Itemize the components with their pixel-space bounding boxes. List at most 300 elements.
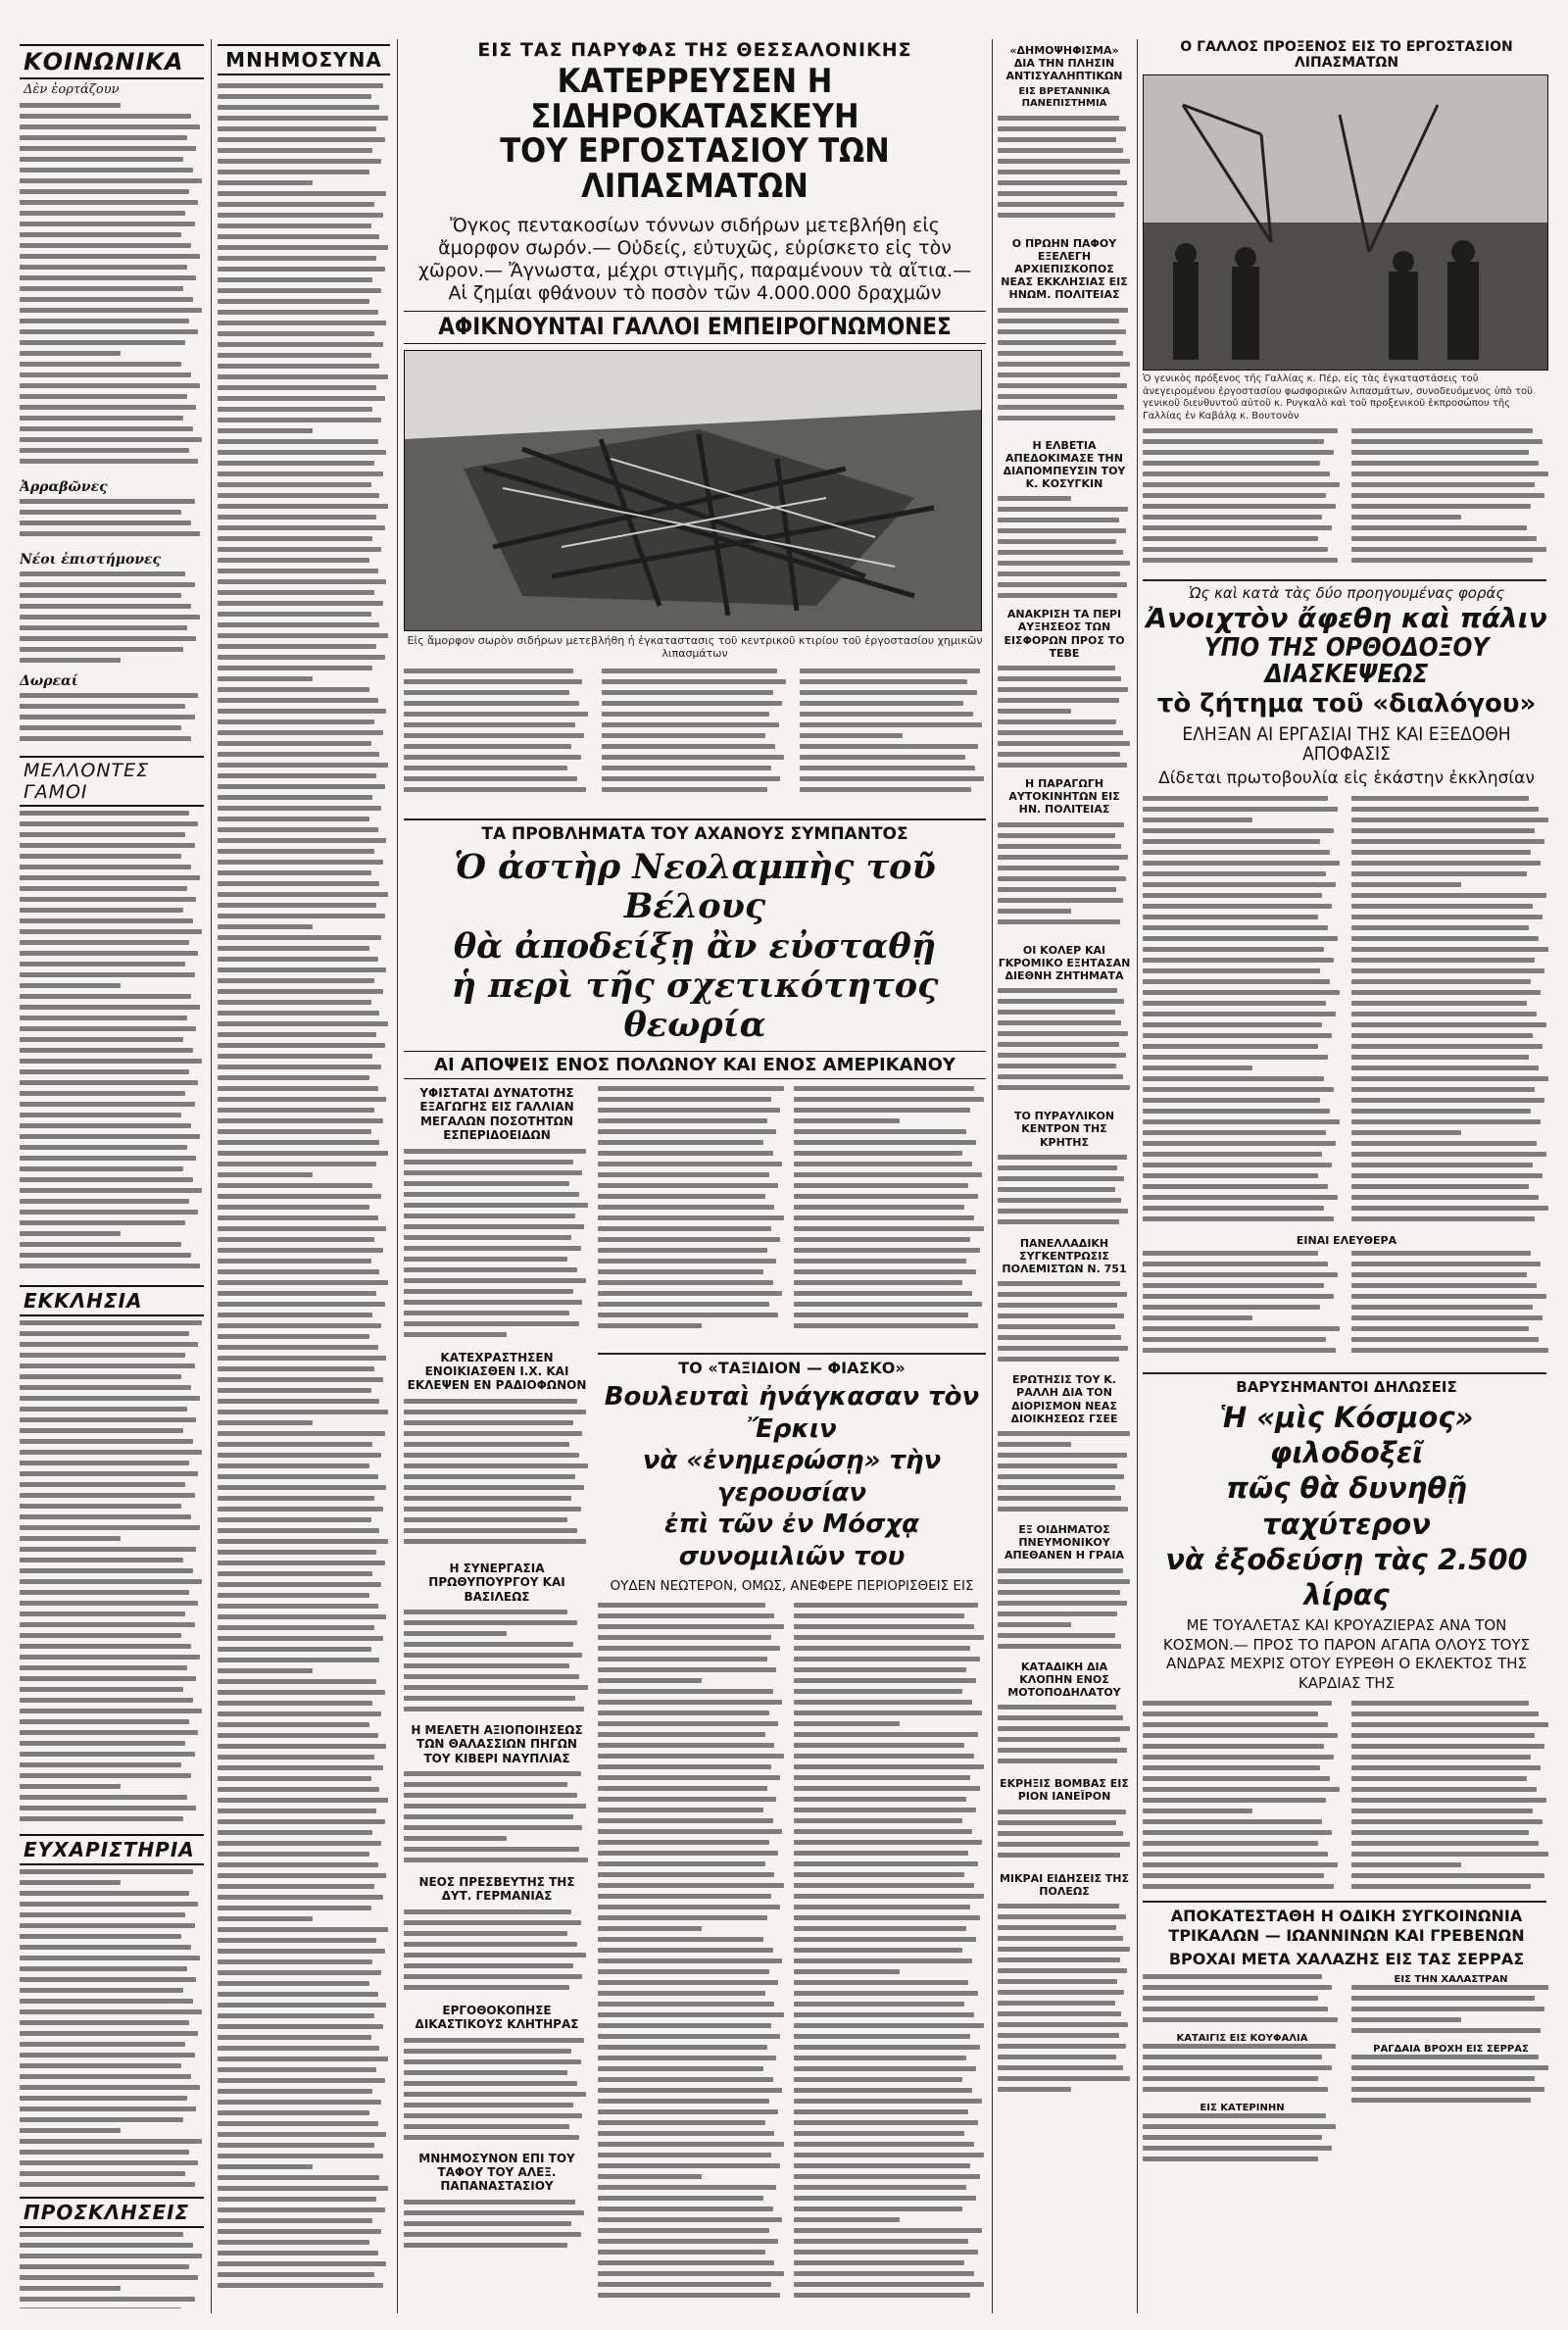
text-line <box>20 426 193 431</box>
text-line <box>598 2066 763 2071</box>
text-line <box>404 1453 579 1458</box>
text-line <box>404 1485 584 1490</box>
social-section-title: ΚΟΙΝΩΝΙΚΑ <box>20 44 204 79</box>
text-line <box>794 1162 972 1166</box>
text-line <box>598 1194 765 1199</box>
text-line <box>1351 482 1535 487</box>
text-line <box>20 1880 121 1885</box>
text-line <box>20 1988 183 1993</box>
text-line <box>218 827 378 832</box>
text-line <box>20 658 121 663</box>
text-line <box>218 1658 379 1662</box>
text-line <box>1351 525 1527 530</box>
text-line <box>602 722 779 727</box>
text-line <box>218 1690 385 1695</box>
hail-head-3: ΕΙΣ ΤΗΝ ΧΑΛΑΣΤΡΑΝ <box>1394 1974 1508 1986</box>
text-line <box>20 1417 196 1422</box>
text-line <box>218 1377 383 1382</box>
center-head-3: Η ΣΥΝΕΡΓΑΣΙΑ ΠΡΩΘΥΠΟΥΡΓΟΥ ΚΑΙ ΒΑΣΙΛΕΩΣ <box>428 1561 565 1604</box>
moto-title: ΚΑΤΑΔΙΚΗ ΔΙΑ ΚΛΟΠΗΝ ΕΝΟΣ ΜΟΤΟΠΟΔΗΛΑΤΟΥ <box>1007 1660 1121 1699</box>
text-line <box>1143 1173 1318 1178</box>
text-line <box>20 275 196 280</box>
text-line <box>20 832 185 837</box>
text-line <box>1143 1776 1330 1781</box>
text-line <box>20 297 193 302</box>
text-line <box>20 951 198 956</box>
text-line <box>998 1496 1121 1501</box>
text-line <box>1143 893 1322 898</box>
text-line <box>218 1021 388 1026</box>
text-line <box>998 1936 1123 1941</box>
text-line <box>1351 536 1537 541</box>
text-line <box>794 1302 982 1307</box>
text-line <box>218 2240 369 2245</box>
text-line <box>20 1188 202 1193</box>
text-line <box>218 2261 386 2266</box>
text-line <box>998 1809 1126 1814</box>
text-line <box>404 1267 577 1272</box>
text-line <box>1143 1819 1322 1824</box>
text-line <box>218 1205 369 1210</box>
text-line <box>794 2153 984 2157</box>
text-line <box>1351 1098 1544 1103</box>
text-line <box>218 558 369 563</box>
text-line <box>1143 558 1338 563</box>
text-line <box>404 2221 571 2226</box>
text-line <box>598 1172 769 1177</box>
text-line <box>998 687 1128 692</box>
text-line <box>1143 2113 1326 2118</box>
text-line <box>800 733 903 738</box>
text-line <box>1351 2028 1541 2033</box>
text-line <box>998 2001 1115 2006</box>
text-line <box>20 1752 195 1757</box>
text-line <box>800 755 965 760</box>
text-line <box>218 1862 378 1867</box>
text-line <box>794 1851 968 1856</box>
text-line <box>1143 796 1328 801</box>
text-line <box>998 2022 1128 2027</box>
memorials-title: ΜΝΗΜΟΣΥΝΑ <box>218 44 390 75</box>
text-line <box>794 1861 978 1866</box>
text-line <box>218 1194 381 1199</box>
text-line <box>1351 1109 1531 1114</box>
text-line <box>998 550 1123 555</box>
text-line <box>1143 1841 1318 1846</box>
roads-body <box>1143 1974 1550 2258</box>
text-line <box>1143 1033 1332 1038</box>
text-line <box>598 1624 784 1629</box>
text-line <box>20 1374 181 1379</box>
text-line <box>794 1743 964 1748</box>
text-line <box>218 1366 374 1371</box>
universe-subhead: ΑΙ ΑΠΟΨΕΙΣ ΕΝΟΣ ΠΟΛΩΝΟΥ ΚΑΙ ΕΝΟΣ ΑΜΕΡΙΚΑΝΟΥ <box>404 1051 986 1079</box>
text-line <box>800 787 971 792</box>
text-line <box>1351 947 1548 952</box>
text-line <box>1143 990 1340 995</box>
text-line <box>1351 428 1533 433</box>
text-line <box>794 1969 900 1974</box>
text-line <box>218 1895 383 1900</box>
text-line <box>598 1861 765 1866</box>
text-line <box>218 1474 378 1479</box>
text-line <box>794 1926 966 1931</box>
text-line <box>404 1985 569 1990</box>
text-line <box>404 744 571 749</box>
text-line <box>1143 1294 1334 1299</box>
erkin-body-2 <box>794 1603 986 2308</box>
engagements-title: Ἀρραβῶνες <box>20 479 108 495</box>
text-line <box>602 690 773 695</box>
text-line <box>20 1048 193 1053</box>
text-line <box>998 1187 1115 1192</box>
text-line <box>404 679 582 684</box>
text-line <box>1351 1809 1533 1813</box>
text-line <box>404 1696 575 1701</box>
text-line <box>218 967 386 972</box>
text-line <box>404 755 581 760</box>
text-line <box>794 1259 966 1264</box>
text-line <box>20 1568 193 1573</box>
text-line <box>794 1710 982 1715</box>
text-line <box>20 1439 193 1444</box>
text-line <box>404 1321 579 1326</box>
gifts-title: Δωρεαί <box>20 673 78 689</box>
text-line <box>218 1507 383 1512</box>
text-line <box>20 1461 189 1465</box>
text-line <box>1351 1152 1546 1157</box>
text-line <box>218 2164 313 2169</box>
text-line <box>998 126 1126 131</box>
text-line <box>998 844 1121 849</box>
text-line <box>598 1883 784 1888</box>
text-line <box>794 1151 962 1156</box>
text-line <box>598 1657 767 1661</box>
text-line <box>794 2217 900 2222</box>
text-line <box>794 1754 974 1759</box>
text-line <box>218 698 378 703</box>
text-line <box>598 2153 771 2157</box>
text-line <box>1143 2135 1322 2140</box>
text-line <box>998 1357 1119 1362</box>
text-line <box>998 1485 1115 1490</box>
text-line <box>20 2243 193 2248</box>
text-line <box>20 1687 183 1692</box>
text-line <box>794 1948 962 1953</box>
text-line <box>1143 1305 1320 1310</box>
text-line <box>794 1226 984 1231</box>
text-line <box>218 525 385 530</box>
text-line <box>998 1715 1123 1720</box>
decree-title: «ΔΗΜΟΨΗΦΙΣΜΑ» ΔΙΑ ΤΗΝ ΠΛΗΣΙΝ ΑΝΤΙΣΥΑΛΗΠΤΙΚΩΝ <box>1005 44 1123 83</box>
text-line <box>1143 536 1318 541</box>
text-line <box>1143 1163 1332 1167</box>
text-line <box>1143 493 1326 498</box>
text-line <box>794 2185 966 2190</box>
text-line <box>1351 439 1543 444</box>
text-line <box>218 213 383 218</box>
text-line <box>998 394 1117 399</box>
text-line <box>998 1010 1115 1015</box>
text-line <box>1143 1130 1326 1135</box>
text-line <box>1143 850 1330 855</box>
text-line <box>794 2174 980 2179</box>
text-line <box>218 504 388 509</box>
text-line <box>218 170 369 174</box>
text-line <box>598 2045 767 2050</box>
text-line <box>1143 547 1328 552</box>
kosmos-headline-1: Ἡ «μὶς Κόσμος» φιλοδοξεῖ <box>1219 1400 1474 1470</box>
text-line <box>218 1162 376 1166</box>
text-line <box>20 1945 191 1950</box>
text-line <box>1143 2087 1328 2092</box>
text-line <box>218 881 379 886</box>
text-line <box>1143 1862 1338 1867</box>
oecumenical-headline-3: τὸ ζήτημα τοῦ «διαλόγου» <box>1156 689 1537 719</box>
text-line <box>20 1385 191 1390</box>
graduates-title: Νέοι ἐπιστήμονες <box>20 552 162 568</box>
text-line <box>404 1931 567 1936</box>
text-line <box>218 2154 383 2158</box>
text-line <box>218 1722 369 1727</box>
text-line <box>20 2297 195 2302</box>
text-line <box>598 1840 769 1845</box>
text-line <box>20 416 183 421</box>
text-line <box>20 1923 195 1928</box>
text-line <box>404 2232 581 2237</box>
text-line <box>794 2163 970 2168</box>
text-line <box>20 178 202 183</box>
text-line <box>218 2024 383 2029</box>
text-line <box>218 1970 381 1975</box>
text-line <box>20 582 195 587</box>
text-line <box>218 1043 385 1048</box>
text-line <box>404 1620 577 1625</box>
text-line <box>598 1926 702 1931</box>
text-line <box>1351 904 1533 909</box>
text-line <box>218 471 383 476</box>
text-line <box>218 579 386 584</box>
text-line <box>598 1689 773 1694</box>
text-line <box>20 1156 196 1161</box>
text-line <box>218 364 379 369</box>
text-line <box>794 2239 968 2244</box>
text-line <box>1351 1283 1537 1288</box>
text-line <box>218 83 383 88</box>
text-line <box>1143 1098 1320 1103</box>
text-line <box>1351 1076 1548 1081</box>
text-line <box>998 1820 1116 1825</box>
main-story-body <box>404 669 986 794</box>
text-line <box>794 2034 970 2039</box>
text-line <box>998 1064 1116 1068</box>
text-line <box>404 1442 569 1447</box>
text-line <box>794 1818 962 1823</box>
text-line <box>20 615 200 620</box>
text-line <box>1351 2098 1531 2103</box>
text-line <box>598 1259 776 1264</box>
text-line <box>218 1884 374 1889</box>
text-line <box>20 1956 200 1960</box>
text-line <box>218 1410 388 1414</box>
text-line <box>404 1920 581 1925</box>
text-line <box>598 1603 765 1608</box>
text-line <box>1143 428 1338 433</box>
text-line <box>218 385 376 390</box>
text-line <box>998 2065 1123 2070</box>
text-line <box>218 116 388 121</box>
text-line <box>598 1937 763 1942</box>
text-line <box>598 1797 776 1802</box>
text-line <box>218 1733 378 1738</box>
text-line <box>598 1086 784 1091</box>
center-head-7: ΜΝΗΜΟΣΥΝΟΝ ΕΠΙ ΤΟΥ ΤΑΦΟΥ ΤΟΥ ΑΛΕΞ. ΠΑΠΑΝΑΣΤΑΣΙΟΥ <box>418 2151 575 2194</box>
text-line <box>598 1732 765 1737</box>
text-line <box>602 755 784 760</box>
text-line <box>794 1829 972 1834</box>
text-line <box>20 1611 185 1616</box>
text-line <box>1351 1272 1527 1277</box>
text-line <box>598 1129 776 1134</box>
text-line <box>20 994 191 999</box>
text-line <box>20 636 196 641</box>
consul-photo-caption: Ὁ γενικὸς πρόξενος τῆς Γαλλίας κ. Πέρ, εἰς τὰς ἐγκαταστάσεις τοῦ ἀνεγειρομένου ἐργοστασίου φωσφορικῶν λιπασμάτων, συνοδευόμενος ὑπὸ τοῦ γενικοῦ διευθυντοῦ αὐτοῦ κ. Ρυγκαλὸ καὶ τοῦ προξενικοῦ ἐκπροσώπου τῆς Γαλλίας ἐν Καβάλᾳ κ. Βουτονὸν <box>1143 373 1533 421</box>
text-line <box>20 908 183 913</box>
text-line <box>20 1547 196 1552</box>
text-line <box>20 1816 183 1821</box>
text-line <box>218 2089 372 2094</box>
text-line <box>20 1220 185 1225</box>
text-line <box>20 319 189 323</box>
hail-head-4: ΡΑΓΔΑΙΑ ΒΡΟΧΗ ΕΙΣ ΣΕΡΡΑΣ <box>1373 2044 1529 2056</box>
text-line <box>404 1311 569 1315</box>
center-subcolumn-2 <box>598 1086 786 1341</box>
text-line <box>404 669 573 673</box>
text-line <box>218 1453 381 1458</box>
text-line <box>998 148 1123 153</box>
text-line <box>218 1118 383 1123</box>
text-line <box>20 1795 187 1800</box>
text-line <box>998 571 1120 576</box>
text-line <box>404 1836 507 1841</box>
text-line <box>218 321 386 325</box>
text-line <box>598 1905 780 1909</box>
text-line <box>1143 2044 1336 2049</box>
text-line <box>218 94 371 99</box>
text-line <box>218 1140 379 1145</box>
text-line <box>218 1765 383 1770</box>
text-line <box>20 157 183 162</box>
text-line <box>218 310 378 315</box>
text-line <box>218 1334 369 1339</box>
text-line <box>1143 1809 1252 1813</box>
universe-kicker: ΤΑ ΠΡΟΒΛΗΜΑΤΑ ΤΟΥ ΑΧΑΝΟΥΣ ΣΥΜΠΑΝΤΟΣ <box>481 824 908 844</box>
text-line <box>218 234 379 239</box>
text-line <box>218 1517 371 1522</box>
text-line <box>20 2254 202 2258</box>
text-line <box>1351 1066 1539 1070</box>
text-line <box>800 669 980 673</box>
text-line <box>998 1474 1124 1479</box>
far-right-column <box>1143 39 1550 2308</box>
collapse-photo <box>404 350 982 631</box>
text-line <box>1351 1722 1548 1727</box>
text-line <box>794 2271 974 2276</box>
text-line <box>794 1603 978 1608</box>
text-line <box>20 200 198 205</box>
text-line <box>218 1388 371 1393</box>
text-line <box>20 1912 185 1917</box>
text-line <box>218 2035 371 2040</box>
text-line <box>998 1442 1071 1447</box>
text-line <box>218 1215 378 1220</box>
text-line <box>1351 1195 1539 1200</box>
consul-photo-title: Ο ΓΑΛΛΟΣ ΠΡΟΞΕΝΟΣ ΕΙΣ ΤΟ ΕΡΓΟΣΤΑΣΙΟΝ ΛΙΠΑΣΜΑΤΩΝ <box>1180 39 1513 71</box>
text-line <box>218 1065 381 1069</box>
text-line <box>404 1224 584 1229</box>
text-line <box>218 817 369 821</box>
text-line <box>20 929 202 934</box>
text-line <box>218 2046 379 2051</box>
text-line <box>598 1323 702 1328</box>
text-line <box>1143 925 1328 930</box>
text-line <box>998 1303 1117 1308</box>
text-line <box>20 308 202 313</box>
text-line <box>998 1644 1121 1649</box>
text-line <box>1143 1733 1338 1738</box>
text-line <box>998 988 1117 993</box>
text-line <box>1143 2007 1328 2011</box>
text-line <box>1351 1184 1529 1189</box>
text-line <box>1351 1087 1535 1092</box>
text-line <box>598 2002 774 2007</box>
text-line <box>218 1571 372 1576</box>
text-line <box>404 1203 588 1208</box>
center-subcolumn-1 <box>404 1086 590 2306</box>
text-line <box>20 821 198 826</box>
text-line <box>794 1248 980 1253</box>
text-line <box>218 860 383 865</box>
text-line <box>794 1323 978 1328</box>
text-line <box>218 1938 376 1943</box>
text-line <box>218 1496 374 1501</box>
text-line <box>404 2210 584 2215</box>
thanks-title: ΕΥΧΑΡΙΣΤΗΡΙΑ <box>20 1834 204 1865</box>
text-line <box>20 103 121 108</box>
text-line <box>598 1226 771 1231</box>
text-line <box>20 1869 193 1874</box>
text-line <box>218 1981 369 1986</box>
text-line <box>218 1345 378 1350</box>
text-line <box>218 342 383 347</box>
text-line <box>598 1183 778 1188</box>
text-line <box>20 1320 202 1325</box>
text-line <box>404 1909 571 1914</box>
center-subcolumn-3 <box>794 1086 986 1341</box>
text-line <box>20 1773 191 1778</box>
text-line <box>218 1011 379 1016</box>
text-line <box>1351 1744 1544 1749</box>
text-line <box>794 1775 970 1780</box>
column-rule <box>992 39 993 2313</box>
text-line <box>794 1183 968 1188</box>
text-line <box>998 1314 1124 1318</box>
text-line <box>598 2206 773 2211</box>
text-line <box>404 787 586 792</box>
text-line <box>1143 515 1322 520</box>
text-line <box>404 2113 582 2118</box>
text-line <box>218 1959 372 1964</box>
